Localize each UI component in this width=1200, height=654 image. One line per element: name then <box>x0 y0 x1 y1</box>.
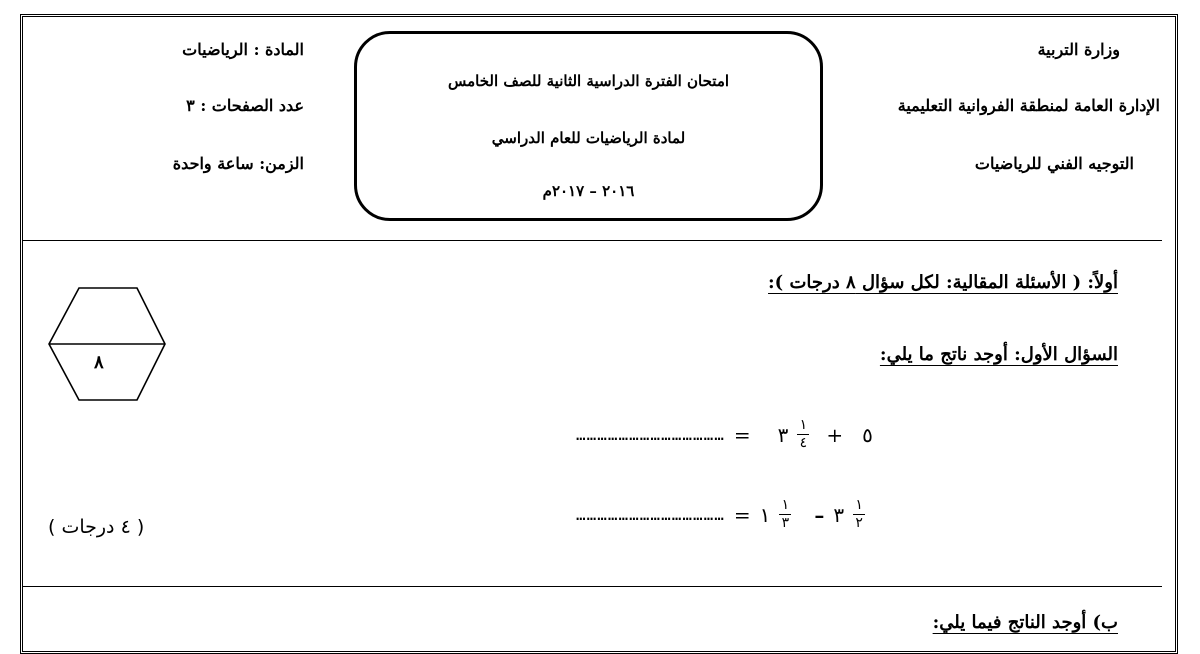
whole-number: ٣ <box>777 422 789 447</box>
numerator: ١ <box>855 497 863 513</box>
next-question-partial: ب) أوجد الناتج فيما يلي: <box>932 612 1118 633</box>
numerator: ١ <box>781 497 790 513</box>
subject-label: المادة : الرياضيات <box>182 40 304 59</box>
directorate-name: الإدارة العامة لمنطقة الفروانية التعليمية <box>897 96 1160 115</box>
equals-sign: = <box>733 502 751 527</box>
score-value: ٨ <box>94 352 104 373</box>
plus-sign: + <box>826 422 844 447</box>
fraction <box>779 498 791 531</box>
denominator: ٣ <box>781 515 790 531</box>
addend: ٥ <box>862 422 873 447</box>
supervision-name: التوجيه الفني للرياضيات <box>974 154 1134 173</box>
numerator: ١ <box>799 417 808 433</box>
whole-number: ١ <box>759 502 771 527</box>
marks-label: ( ٤ درجات ) <box>48 516 145 538</box>
page-count-label: عدد الصفحات : ٣ <box>186 96 304 115</box>
duration-label: الزمن: ساعة واحدة <box>172 154 304 173</box>
section-heading: أولاً: ( الأسئلة المقالية: لكل سؤال ٨ درجات ): <box>768 272 1118 293</box>
minus-sign: – <box>814 502 825 527</box>
denominator: ٤ <box>799 435 808 451</box>
question-one-title: السؤال الأول: أوجد ناتج ما يلي: <box>879 344 1118 365</box>
exam-subject-line: لمادة الرياضيات للعام الدراسي <box>491 129 686 147</box>
answer-blank[interactable]: …………………………………… <box>576 425 725 444</box>
problem-1 <box>576 418 873 451</box>
denominator: ٢ <box>855 515 863 531</box>
equals-sign: = <box>733 422 751 447</box>
exam-title-box <box>354 31 823 221</box>
exam-title: امتحان الفترة الدراسية الثانية للصف الخامس <box>447 72 730 90</box>
header-divider <box>22 240 1162 241</box>
answer-blank[interactable]: …………………………………… <box>576 505 725 524</box>
whole-number: ٣ <box>833 502 845 527</box>
fraction <box>797 418 809 451</box>
problem-2 <box>576 498 865 531</box>
ministry-name: وزارة التربية <box>1037 40 1120 59</box>
score-hexagon-icon <box>44 286 170 402</box>
fraction <box>853 498 865 531</box>
exam-year: ٢٠١٦ – ٢٠١٧م <box>542 182 635 200</box>
section-divider <box>22 586 1162 587</box>
